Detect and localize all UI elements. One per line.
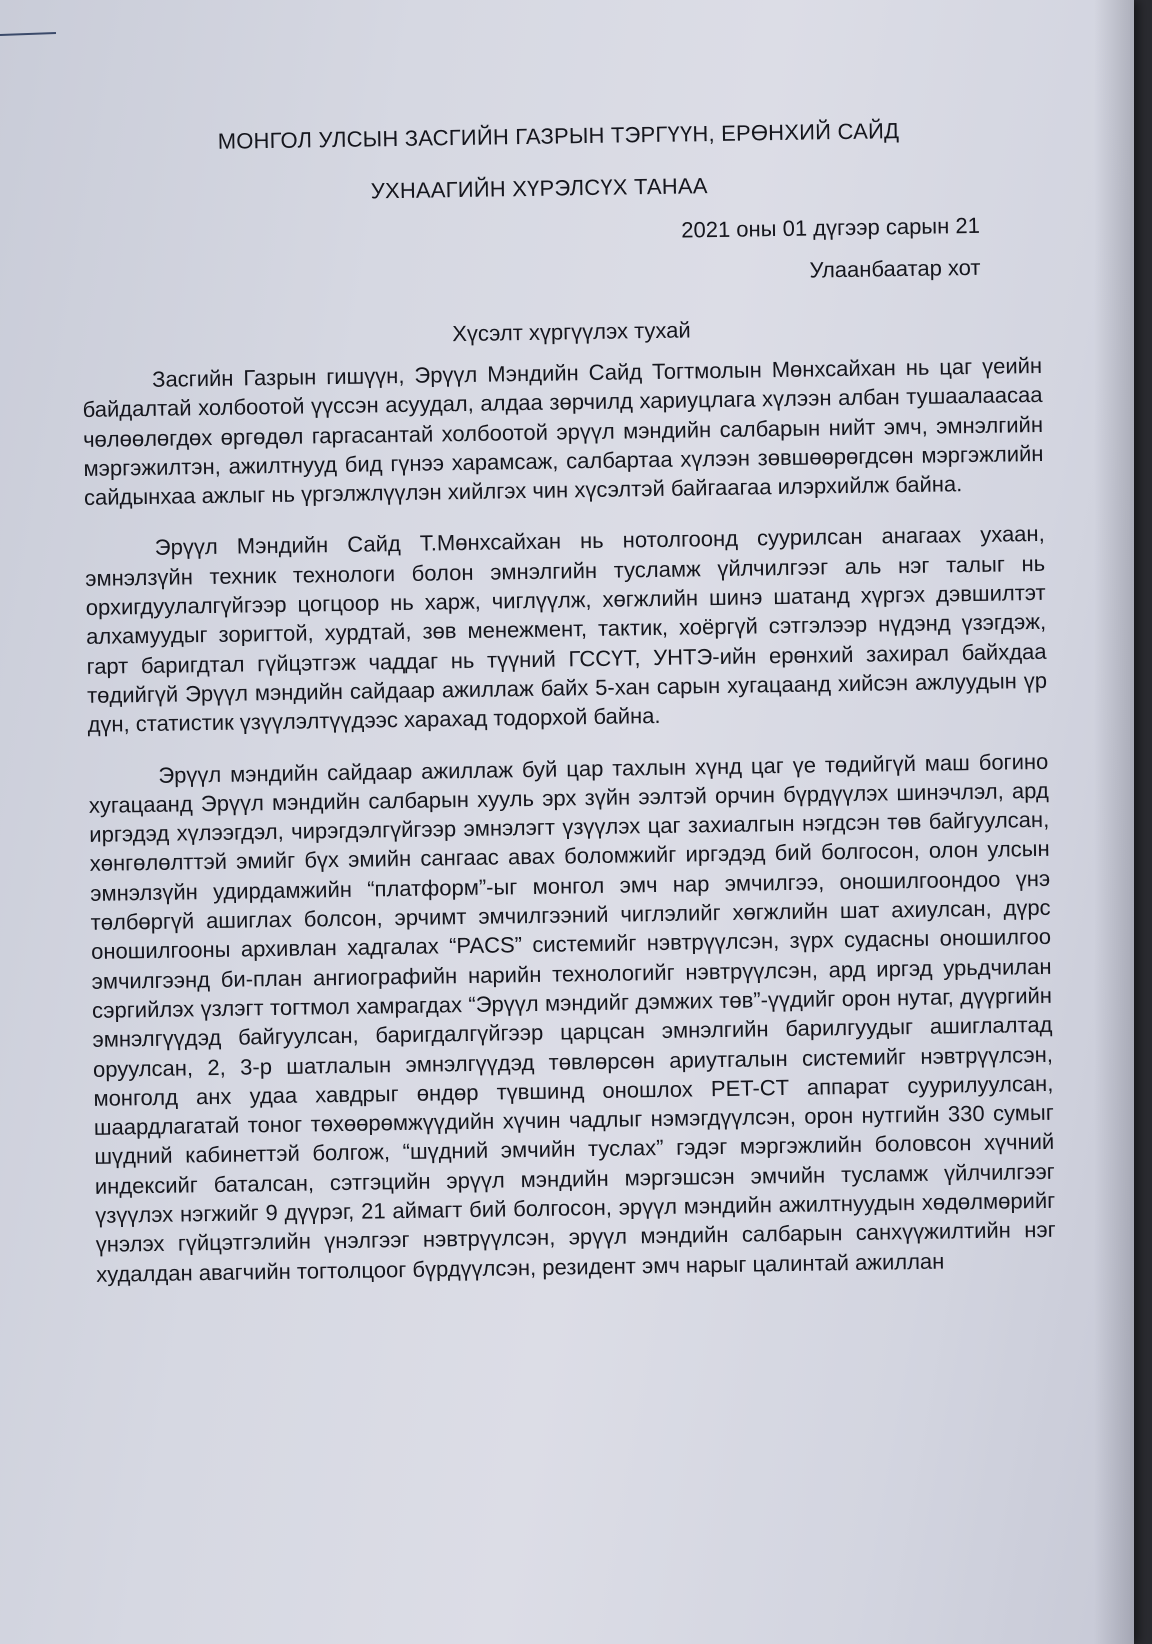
pen-mark (0, 32, 56, 36)
paragraph-2: Эрүүл Мэндийн Сайд Т.Мөнхсайхан нь нотолгоонд суурилсан анагаах ухаан, эмнэлзүйн техник технологи болон эмнэлгийн тусламж үйлчилгээг аль нэг талыг нь орхигдуулалгүйгээр цогцоор нь харж, чиглүүлж, хөгжлийн шинэ шатанд хүргэх дэвшилтэт алхамуудыг зоригтой, хурдтай, зөв менежмент, тактик, хоёргүй сэтгэлээр нүдэнд үзэгдэж, гарт баригдтал гүйцэтгэж чаддаг нь түүний ГССҮТ, УНТЭ-ийн ерөнхий захирал байхдаа төдийгүй Эрүүл мэндийн сайдаар ажиллаж байх 5-хан сарын хугацаанд хийсэн ажлуудын үр дүн, статистик үзүүлэлтүүдээс харахад тодорхой байна. (85, 521, 1048, 738)
letter-body (78, 100, 1057, 1311)
letter-subject: Хүсэлт хүргүүлэх тухай (452, 317, 691, 347)
addressee-line-2: УХНААГИЙН ХҮРЭЛСҮХ ТАНАА (370, 173, 708, 204)
letter-city: Улаанбаатар хот (809, 254, 981, 283)
page-shadow (1094, 0, 1134, 1644)
paragraph-1: Засгийн Газрын гишүүн, Эрүүл Мэндийн Сайд Тогтмолын Мөнхсайхан нь цаг үеийн байдалтай холбоотой үүссэн асуудал, алдаа зөрчилд хариуцлага хүлээн албан тушаалаасаа чөлөөлөгдөх өргөдөл гаргасантай холбоотой эрүүл мэндийн салбарын нийт эмч, эмнэлгийн мэргэжилтэн, ажилтнууд бид гүнээ харамсаж, салбартаа хүлээн зөвшөөрөгдсөн мэргэжлийн сайдынхаа ажлыг нь үргэлжлүүлэн хийлгэх чин хүсэлтэй байгаагаа илэрхийлж байна. (82, 352, 1044, 511)
paragraph-3: Эрүүл мэндийн сайдаар ажиллаж буй цар тахлын хүнд цаг үе төдийгүй маш богино хугацаанд Эрүүл мэндийн салбарын хууль эрх зүйн ээлтэй орчин бүрдүүлэх шинэчлэл, ард иргэдэд хүлээгдэл, чирэгдэлгүйгээр эмнэлэгт үзүүлэх цаг захиалгын нэгдсэн төв байгуулсан, хөнгөлөлттэй эмийг бүх эмийн сангаас авах боломжийг иргэдэд бий болгосон, олон улсын эмнэлзүйн удирдамжийн “платформ”-ыг монгол эмч нар эмчилгээ, оношилгоондоо үнэ төлбөргүй ашиглах болсон, эрчимт эмчилгээний чиглэлийг хөгжлийн шат ахиулсан, дүрс оношилгооны архивлан хадгалах “PACS” системийг нэвтрүүлсэн, зүрх судасны оношилгоо эмчилгээнд би-план ангиографийн нарийн технологийг нэвтрүүлсэн, ард иргэд урьдчилан сэргийлэх үзлэгт тогтмол хамрагдах “Эрүүл мэндийг дэмжих төв”-үүдийг орон нутаг, дүүргийн эмнэлгүүдэд байгуулсан, баригдалгүйгээр царцсан эмнэлгийн барилгуудыг ашиглалтад оруулсан, 2, 3-р шатлалын эмнэлгүүдэд төвлөрсөн ариутгалын системийг нэвтрүүлсэн, монголд анх удаа хавдрыг өндөр түвшинд оношлох PET-CT аппарат суурилуулсан, шаардлагатай тоног төхөөрөмжүүдийн хүчин чадлыг нэмэгдүүлсэн, орон нутгийн 330 сумыг шүдний кабинеттэй болгож, “шүдний эмчийн туслах” гэдэг мэргэжлийн боловсон хүчний индексийг баталсан, сэтгэцийн эрүүл мэндийн мэргэшсэн эмчийн тусламж үйлчилгээг үзүүлэх нэгжийг 9 дүүрэг, 21 аймагт бий болгосон, эрүүл мэндийн ажилтнуудын хөдөлмөрийг үнэлэх гүйцэтгэлийн үнэлгээг нэвтрүүлсэн, эрүүл мэндийн салбарын санхүүжилтийн нэг худалдан авагчийн тогтолцоог бүрдүүлсэн, резидент эмч нарыг цалинтай ажиллан (88, 748, 1056, 1287)
letter-date: 2021 оны 01 дүгээр сарын 21 (681, 212, 981, 243)
addressee-line-1: МОНГОЛ УЛСЫН ЗАСГИЙН ГАЗРЫН ТЭРГҮҮН, ЕРӨНХИЙ САЙД (217, 118, 900, 154)
